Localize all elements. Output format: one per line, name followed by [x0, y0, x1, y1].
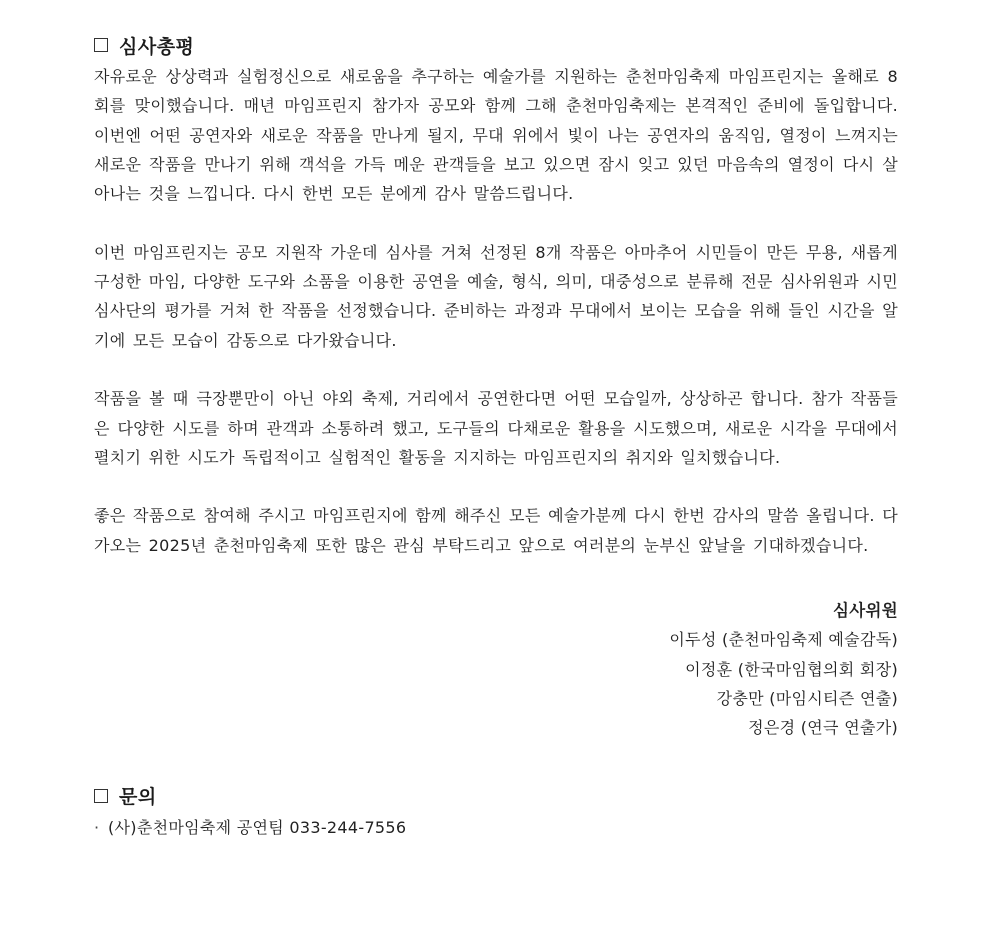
contact-heading [94, 779, 898, 813]
review-paragraph-4: 좋은 작품으로 참여해 주시고 마임프린지에 함께 해주신 모든 예술가분께 다시 한번 감사의 말씀 올립니다. 다가오는 2025년 춘천마임축제 또한 많은 관심 부탁드리고 앞으로 여러분의 눈부신 앞날을 기대하겠습니다. [94, 506, 898, 555]
bullet-icon: · [94, 817, 100, 837]
judges-block [94, 596, 898, 742]
contact-line [94, 813, 898, 842]
contact-info: (사)춘천마임축제 공연팀 033-244-7556 [108, 817, 407, 837]
judge-member: 정은경 (연극 연출가) [748, 718, 898, 738]
checkbox-square-icon [94, 38, 108, 52]
document-page [94, 28, 898, 842]
review-heading-text: 심사총평 [119, 35, 195, 58]
judge-member: 강충만 (마임시티즌 연출) [716, 688, 898, 708]
contact-heading-text: 문의 [119, 786, 157, 809]
checkbox-square-icon [94, 789, 108, 803]
judge-member: 이두성 (춘천마임축제 예술감독) [669, 630, 898, 650]
review-heading [94, 28, 898, 62]
judge-member: 이정훈 (한국마임협의회 회장) [685, 659, 898, 679]
review-paragraph-2: 이번 마임프린지는 공모 지원작 가운데 심사를 거쳐 선정된 8개 작품은 아마추어 시민들이 만든 무용, 새롭게 구성한 마임, 다양한 도구와 소품을 이용한 공연을 예술, 형식, 의미, 대중성으로 분류해 전문 심사위원과 시민심사단의 평가를 거쳐 한 작품을 선정했습니다. 준비하는 과정과 무대에서 보이는 모습을 위해 들인 시간을 알기에 모든 모습이 감동으로 다가왔습니다. [94, 242, 898, 350]
review-paragraph-3: 작품을 볼 때 극장뿐만이 아닌 야외 축제, 거리에서 공연한다면 어떤 모습일까, 상상하곤 합니다. 참가 작품들은 다양한 시도를 하며 관객과 소통하려 했고, 도구들의 다채로운 활용을 시도했으며, 새로운 시각을 무대에서 펼치기 위한 시도가 독립적이고 실험적인 활동을 지지하는 마임프린지의 취지와 일치했습니다. [94, 389, 898, 467]
review-paragraph-1: 자유로운 상상력과 실험정신으로 새로움을 추구하는 예술가를 지원하는 춘천마임축제 마임프린지는 올해로 8회를 맞이했습니다. 매년 마임프린지 참가자 공모와 함께 그해 춘천마임축제는 본격적인 준비에 돌입합니다. 이번엔 어떤 공연자와 새로운 작품을 만나게 될지, 무대 위에서 빛이 나는 공연자의 움직임, 열정이 느껴지는 새로운 작품을 만나기 위해 객석을 가득 메운 관객들을 보고 있으면 잠시 잊고 있던 마음속의 열정이 다시 살아나는 것을 느낍니다. 다시 한번 모든 분에게 감사 말씀드립니다. [94, 67, 898, 204]
judges-title: 심사위원 [833, 601, 898, 621]
